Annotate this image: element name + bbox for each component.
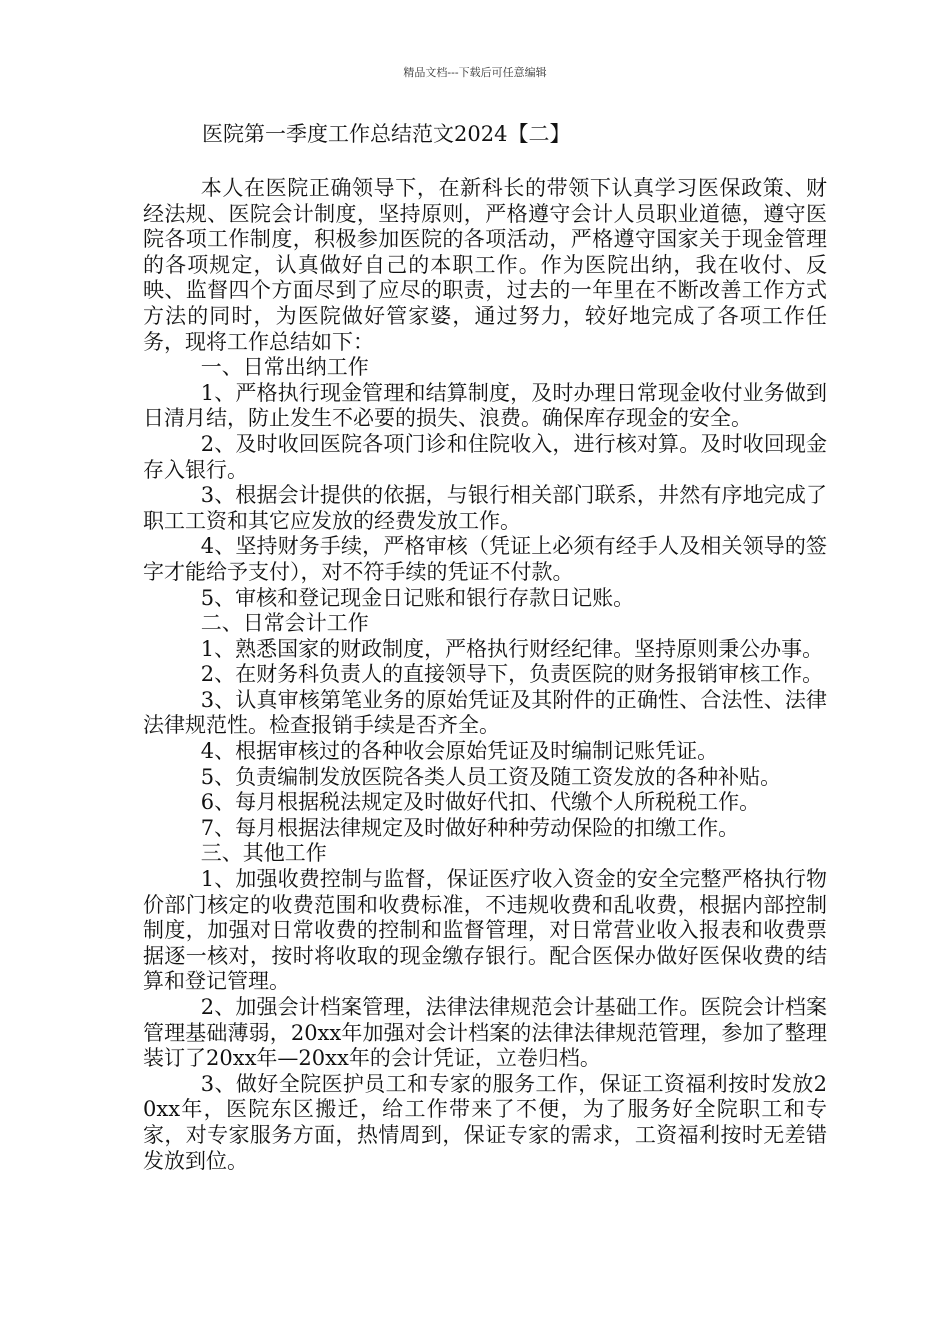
paragraph: 7、每月根据法律规定及时做好种种劳动保险的扣缴工作。 (200, 815, 740, 840)
document-body (143, 176, 827, 1174)
section-heading-cashier: 一、日常出纳工作 (200, 355, 369, 380)
paragraph: 4、坚持财务手续，严格审核（凭证上必须有经手人及相关领导的签字才能给予支付），对不符手续的凭证不付款。 (143, 534, 827, 584)
page-header: 精品文档---下载后可任意编辑 (403, 66, 547, 79)
paragraph: 2、及时收回医院各项门诊和住院收入，进行核对算。及时收回现金存入银行。 (143, 431, 827, 482)
paragraph: 3、认真审核第笔业务的原始凭证及其附件的正确性、合法性、法律法律规范性。检查报销手续是否齐全。 (143, 687, 827, 738)
paragraph: 3、根据会计提供的依据，与银行相关部门联系，井然有序地完成了职工工资和其它应发放的经费发放工作。 (143, 483, 827, 533)
paragraph: 6、每月根据税法规定及时做好代扣、代缴个人所税税工作。 (200, 790, 761, 815)
paragraph: 3、做好全院医护员工和专家的服务工作，保证工资福利按时发放20xx年，医院东区搬迁，给工作带来了不便，为了服务好全院职工和专家，对专家服务方面，热情周到，保证专家的需求，工资福利按时无差错发放到位。 (143, 1071, 827, 1173)
paragraph: 1、严格执行现金管理和结算制度，及时办理日常现金收付业务做到日清月结，防止发生不必要的损失、浪费。确保库存现金的安全。 (143, 380, 827, 431)
paragraph: 4、根据审核过的各种收会原始凭证及时编制记账凭证。 (200, 739, 719, 764)
paragraph: 5、审核和登记现金日记账和银行存款日记账。 (200, 585, 635, 610)
section-heading-accounting: 二、日常会计工作 (200, 611, 369, 636)
paragraph: 2、加强会计档案管理，法律法律规范会计基础工作。医院会计档案管理基础薄弱，20xx年加强对会计档案的法律法律规范管理，参加了整理装订了20xx年—20xx年的会计凭证，立卷归档。 (143, 995, 827, 1071)
section-heading-other: 三、其他工作 (200, 841, 327, 866)
document-title: 医院第一季度工作总结范文2024【二】 (202, 122, 571, 146)
paragraph: 1、熟悉国家的财政制度，严格执行财经纪律。坚持原则秉公办事。 (200, 636, 824, 661)
paragraph-intro: 本人在医院正确领导下，在新科长的带领下认真学习医保政策、财经法规、医院会计制度，坚持原则，严格遵守会计人员职业道德，遵守医院各项工作制度，积极参加医院的各项活动，严格遵守国家关于现金管理的各项规定，认真做好自己的本职工作。作为医院出纳，我在收付、反映、监督四个方面尽到了应尽的职责，过去的一年里在不断改善工作方式方法的同时，为医院做好管家婆，通过努力，较好地完成了各项工作任务，现将工作总结如下： (143, 176, 827, 354)
paragraph: 2、在财务科负责人的直接领导下，负责医院的财务报销审核工作。 (200, 662, 824, 687)
paragraph: 5、负责编制发放医院各类人员工资及随工资发放的各种补贴。 (200, 764, 782, 789)
paragraph: 1、加强收费控制与监督，保证医疗收入资金的安全完整严格执行物价部门核定的收费范围和收费标准，不违规收费和乱收费，根据内部控制制度，加强对日常收费的控制和监督管理，对日常营业收入报表和收费票据逐一核对，按时将收取的现金缴存银行。配合医保办做好医保收费的结算和登记管理。 (143, 867, 827, 994)
